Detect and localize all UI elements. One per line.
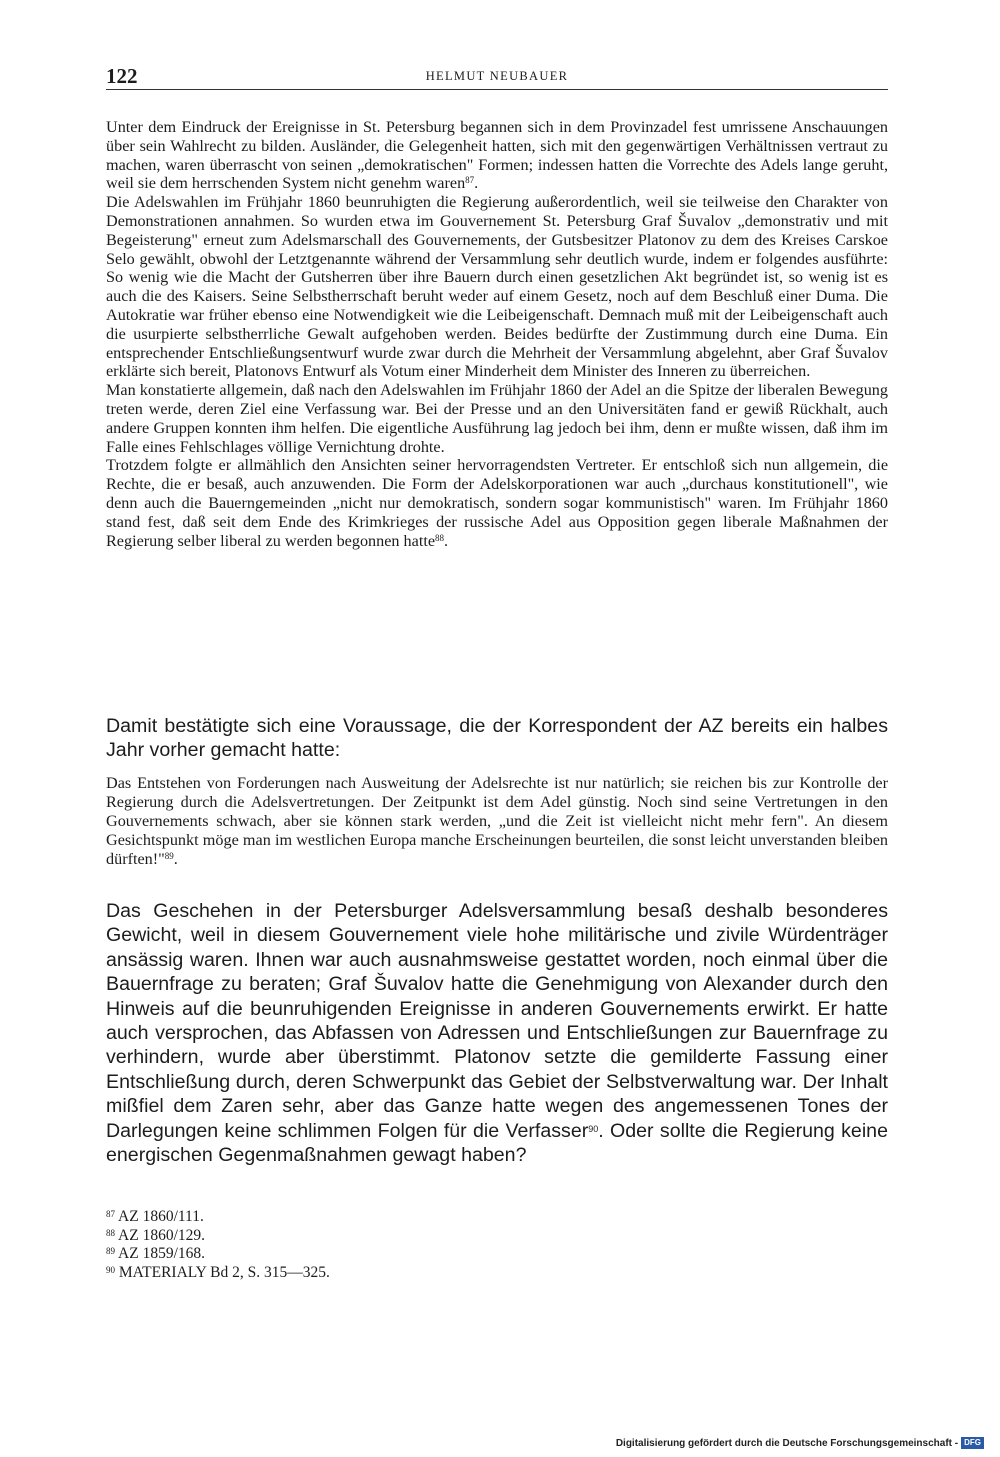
paragraph-text: Das Geschehen in der Petersburger Adelsversammlung besaß deshalb besonderes Gewicht, weil in diesem Gouvernement viele hohe militärische und zivile Würdenträger ansässig waren. Ihnen war auch ausnahmsweise gestattet worden, noch einmal über die Bauernfrage zu beraten; Graf Šuvalov hatte die Genehmigung von Alexander durch den Hinweis auf die beunruhigenden Ereignisse in anderen Gouvernements erwirkt. Er hatte auch versprochen, das Abfassen von Adressen und Entschließungen zur Bauernfrage zu verhindern, wurde aber überstimmt. Platonov setzte die gemilderte Fassung einer Entschließung durch, deren Schwerpunkt das Gebiet der Selbstverwaltung war. Der Inhalt mißfiel dem Zaren sehr, aber das Ganze hatte wegen des angemessenen Tones der Darlegungen keine schlimmen Folgen für die Verfasser	[106, 900, 888, 1142]
paragraph-text: Man konstatierte allgemein, daß nach den Adelswahlen im Frühjahr 1860 der Adel an die Spitze der liberalen Bewegung treten werde, deren Ziel eine Verfassung war. Bei der Presse und an den Universitäten fand er gewiß Rückhalt, auch andere Gruppen konnten ihm helfen. Die eigentliche Ausführung lag jedoch bei ihm, denn er mußte wissen, daß ihm im Falle eines Fehlschlages völlige Vernichtung drohte.	[106, 381, 888, 456]
header-rule	[106, 89, 888, 90]
paragraph	[106, 193, 888, 381]
footnote	[106, 1208, 888, 1227]
footnote-number: 89	[106, 1246, 115, 1257]
paragraph-text: Die Adelswahlen im Frühjahr 1860 beunruhigten die Regierung außerordentlich, weil sie teilweise den Charakter von Demonstrationen annahmen. So wurden etwa im Gouvernement St. Petersburg Graf Šuvalov „demonstrativ und mit Begeisterung" erneut zum Adelsmarschall des Gouvernements, der Gutsbesitzer Platonov zu dem des Kreises Carskoe Selo gewählt, obwohl der Letztgenannte während der Versammlung sehr deutlich wurde, indem er folgendes ausführte: So wenig wie die Macht der Gutsherren über ihre Bauern durch einen gesetzlichen Akt begründet ist, so wenig ist es auch die des Kaisers. Seine Selbstherrschaft beruht weder auf einem Gesetz, noch auf dem Beschluß einer Duma. Die Autokratie war früher ebenso eine Notwendigkeit wie die Leibeigenschaft. Demnach muß mit der Leibeigenschaft auch die usurpierte selbstherrliche Gewalt aufgehoben werden. Beides bedürfte der Zustimmung durch eine Duma. Ein entsprechender Entschließungsentwurf wurde zwar durch die Mehrheit der Versammlung abgelehnt, aber Graf Šuvalov erklärte sich bereit, Platonovs Entwurf als Votum einer Minderheit dem Minister des Inneren zu überreichen.	[106, 193, 888, 381]
paragraph-end: .	[474, 174, 479, 193]
footnote-text: AZ 1859/168.	[118, 1245, 205, 1263]
paragraph-text: Damit bestätigte sich eine Voraussage, die der Korrespondent der AZ bereits ein halbes Jahr vorher gemacht hatte:	[106, 715, 888, 762]
footnote-number: 90	[106, 1264, 115, 1275]
paragraph-text: Trotzdem folgte er allmählich den Ansichten seiner hervorragendsten Vertreter. Er entschloß sich nun allgemein, die Rechte, die er besaß, auch anzuwenden. Die Form der Adelskorporationen war auch „durchaus konstitutionell", wie denn auch die Bauerngemeinden „nicht nur demokratisch, sondern sogar kommunistisch" waren. Im Frühjahr 1860 stand fest, daß seit dem Ende des Krimkrieges der russische Adel aus Opposition gegen liberale Maßnahmen der Regierung selber liberal zu werden begonnen hatte	[106, 456, 888, 550]
paragraph-text: Das Entstehen von Forderungen nach Ausweitung der Adelsrechte ist nur natürlich; sie reichen bis zur Kontrolle der Regierung durch die Adelsvertretungen. Der Zeitpunkt ist dem Adel günstig. Noch sind seine Vertretungen in den Gouvernements schwach, aber sie können stark werden, „und die Zeit ist vielleicht nicht mehr fern". An diesem Gesichtspunkt möge man im westlichen Europa manche Erscheinungen beurteilen, die sonst leicht unverstanden bleiben dürften!"	[106, 774, 888, 868]
paragraph-end: .	[173, 849, 178, 868]
footnote-number: 88	[106, 1227, 115, 1238]
paragraph	[106, 899, 888, 1167]
paragraph	[106, 456, 888, 550]
running-head: HELMUT NEUBAUER	[425, 69, 569, 83]
footnote-ref: 90	[588, 1123, 599, 1134]
footnote-text: AZ 1860/111.	[118, 1208, 204, 1225]
page-header	[106, 64, 888, 92]
paragraph-end: .	[444, 531, 449, 550]
footnote-text: AZ 1860/129.	[118, 1226, 205, 1244]
dfg-logo: DFG	[961, 1437, 984, 1449]
paragraph-text: Unter dem Eindruck der Ereignisse in St. Petersburg begannen sich in dem Provinzadel fest umrissene Anschauungen über sein Wahlrecht zu bilden. Ausländer, die Gelegenheit hatten, sich mit den gegenwärtigen Verhältnissen vertraut zu machen, waren überrascht von seinen „demokratischen" Formen; indessen hatten die Vorrechte des Adels lange geruht, weil sie dem herrschenden System nicht genehm waren	[106, 118, 888, 193]
footnote	[106, 1227, 888, 1246]
paragraph-end: . Oder sollte die Regierung keine energischen Gegenmaßnahmen gewagt haben?	[106, 1119, 888, 1167]
footnote-ref: 89	[164, 850, 174, 861]
footnote	[106, 1264, 888, 1283]
footnotes	[106, 1208, 888, 1282]
footnote-ref: 88	[435, 532, 445, 543]
footnote-text: MATERIALY Bd 2, S. 315—325.	[118, 1263, 330, 1281]
body-paragraph	[106, 899, 888, 1167]
paragraph	[106, 774, 888, 869]
paragraph	[106, 381, 888, 456]
quotation-block	[106, 774, 888, 869]
footnote	[106, 1245, 888, 1264]
paragraph	[106, 118, 888, 193]
digitization-note-text: Digitalisierung gefördert durch die Deutsche Forschungsgemeinschaft -	[615, 1437, 959, 1449]
digitization-note	[616, 1437, 984, 1449]
footnote-ref: 87	[465, 175, 475, 186]
paragraph	[106, 714, 888, 763]
footnote-number: 87	[106, 1209, 115, 1219]
body-text-block	[106, 118, 888, 550]
page-number: 122	[106, 64, 138, 88]
intro-paragraph	[106, 714, 888, 763]
